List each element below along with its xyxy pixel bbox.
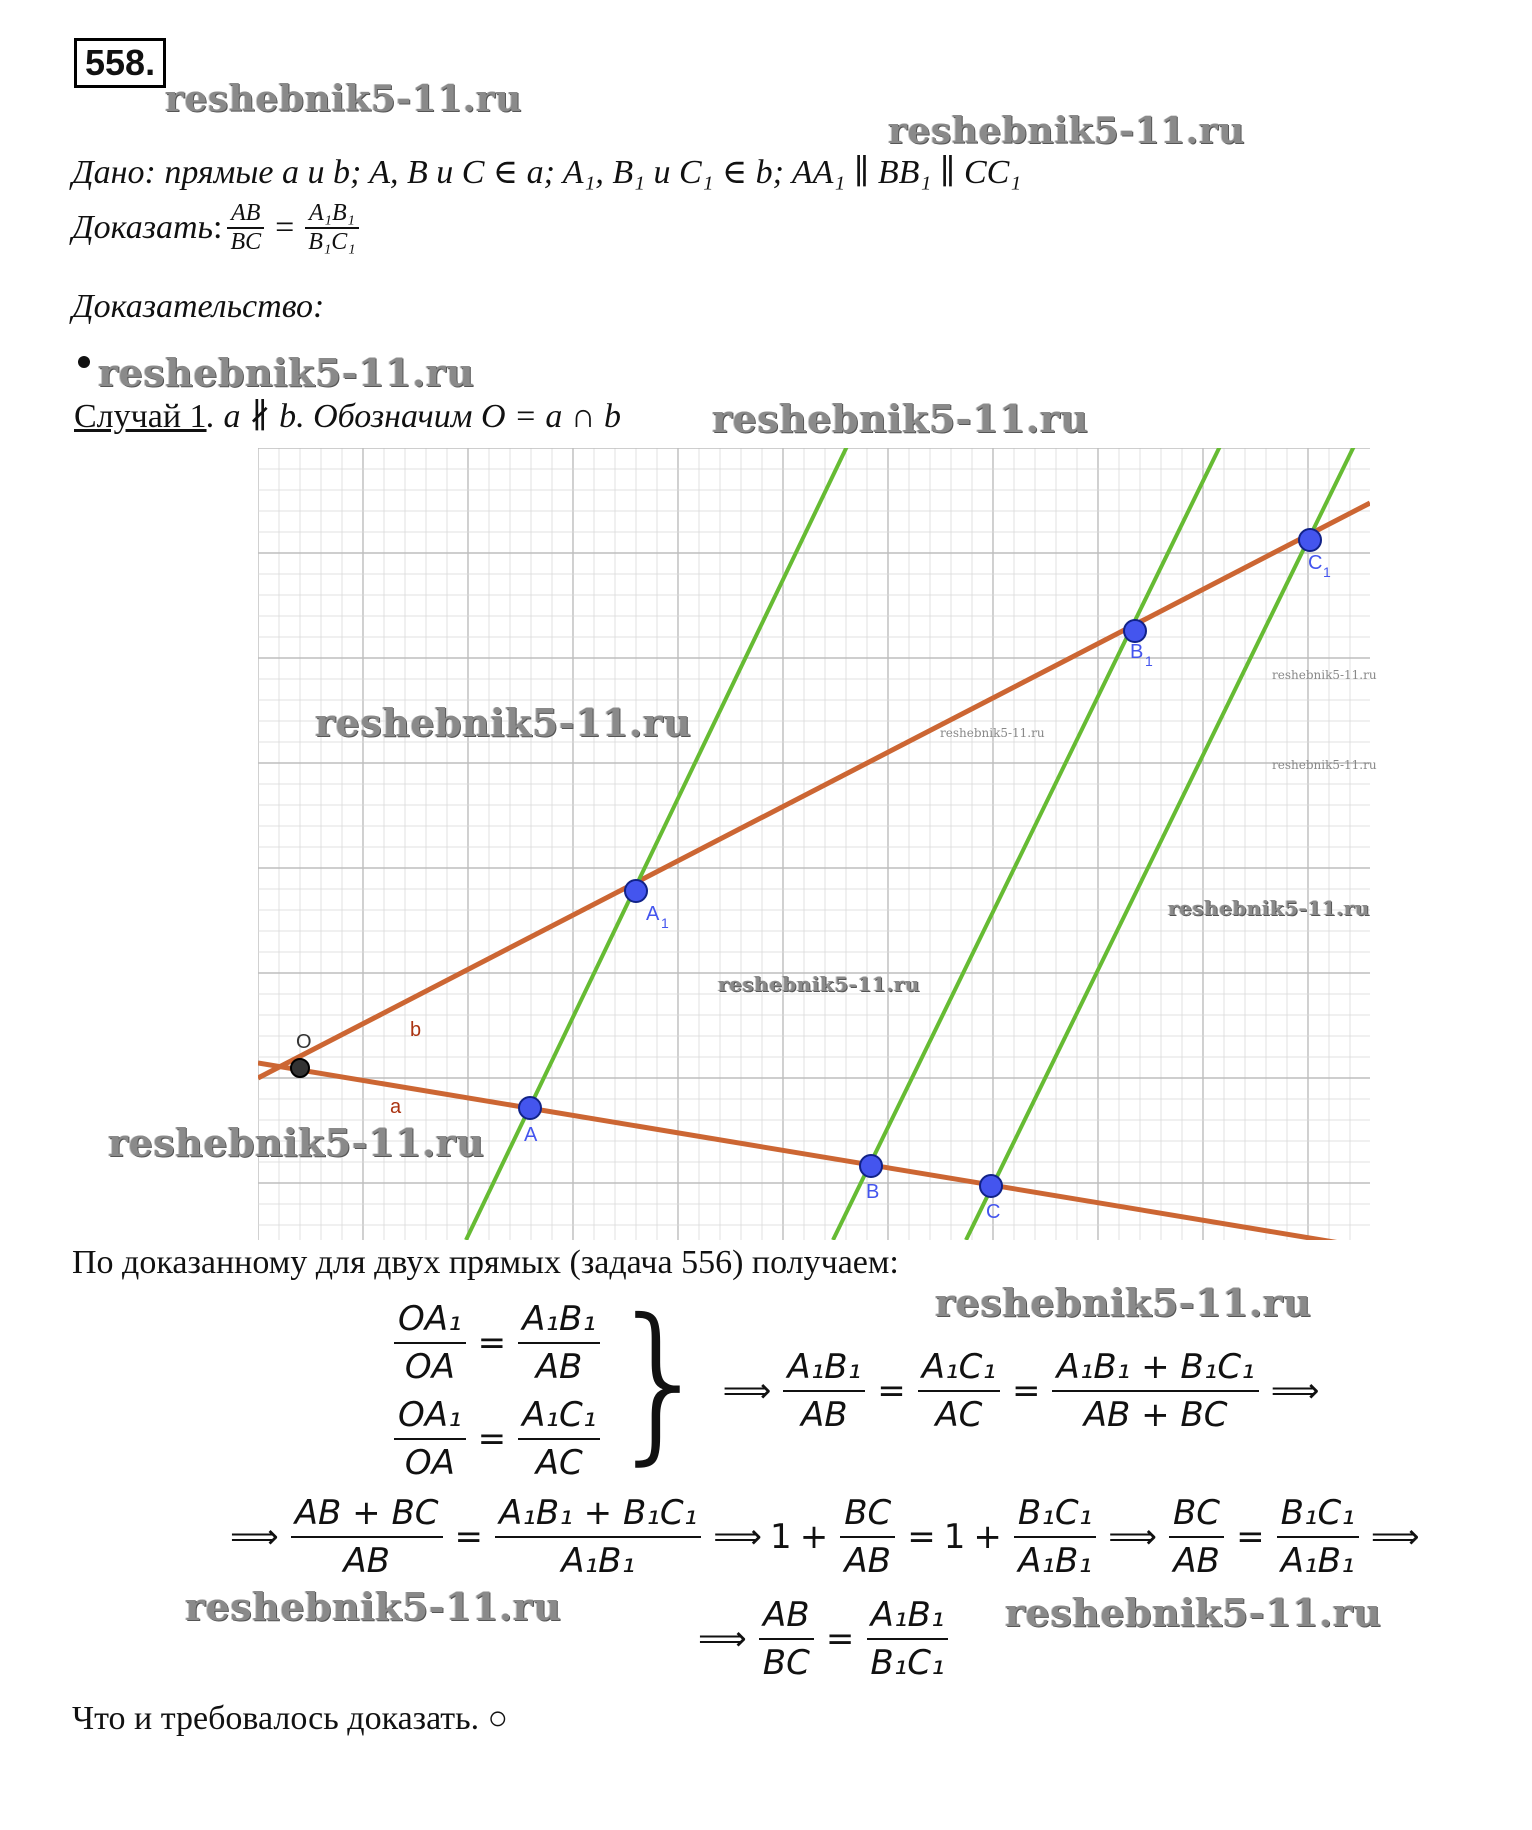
watermark: reshebnik5-11.ru (108, 1120, 485, 1165)
point-c1 (1299, 529, 1321, 551)
label-a1-sub: 1 (661, 915, 669, 931)
watermark-small: reshebnik5-11.ru (940, 726, 1045, 740)
parallel-aa1 (466, 448, 851, 1240)
watermark: reshebnik5-11.ru (888, 110, 1245, 152)
prove-label: Доказать (72, 209, 213, 246)
given-line (72, 152, 1021, 192)
given-text: : прямые a и b; A, B и C ∈ a; A₁, B₁ и C₁ ∈ b; AA₁ ∥ BB₁ ∥ CC₁ (144, 154, 1022, 191)
prove-fraction-left: $\frac{AB}{BC}$ (226, 200, 265, 256)
point-a (519, 1097, 541, 1119)
bullet (78, 356, 90, 368)
figure-points (291, 529, 1321, 1197)
label-c1-sub: 1 (1323, 564, 1331, 580)
equation-final: ⟹ $\frac{AB}{BC}$ = $\frac{\text{A₁B₁}}{\text{B₁C₁}}$ (690, 1592, 953, 1686)
watermark-small: reshebnik5-11.ru (1272, 758, 1377, 772)
case-label: Случай 1 (74, 398, 207, 435)
conclusion: Что и требовалось доказать. ○ (72, 1700, 509, 1737)
watermark: reshebnik5-11.ru (935, 1280, 1312, 1325)
point-b (860, 1155, 882, 1177)
prove-line: Доказать : $\frac{AB}{BC}$ = $\frac{\text{A₁B₁}}{\text{B₁C₁}}$ (72, 200, 364, 256)
watermark: reshebnik5-11.ru (1005, 1590, 1382, 1635)
case-line (74, 396, 621, 436)
watermark: reshebnik5-11.ru (165, 78, 522, 120)
watermark: reshebnik5-11.ru (185, 1584, 562, 1629)
prove-fraction-right: $\frac{\text{A₁B₁}}{\text{B₁C₁}}$ (304, 200, 359, 256)
case-text: . a ∦ b. Обозначим O = a ∩ b (206, 398, 621, 435)
equation-system: $\frac{\text{OA₁}}{OA}$ = $\frac{\text{A₁B₁}}{AB}$ $\frac{\text{OA₁}}{OA}$ = $\frac{\text{A₁C₁}}{AC}$ } ⟹ $\frac{\text{A₁B₁}}{AB}$ = $\frac{\text{A₁C₁}}{AC}$ = $\frac{\text{A₁B₁ + B₁C₁}}{AB + BC}$ ⟹ (390, 1296, 1327, 1486)
watermark: reshebnik5-11.ru (1168, 896, 1370, 920)
parallel-bb1 (833, 448, 1224, 1240)
system-row-2: $\frac{\text{OA₁}}{OA}$ = $\frac{\text{A₁C₁}}{AC}$ (390, 1392, 604, 1486)
proof-heading: Доказательство: (72, 288, 325, 325)
point-o (291, 1059, 309, 1077)
watermark: reshebnik5-11.ru (315, 700, 692, 745)
label-a: A (524, 1124, 538, 1146)
point-c (980, 1175, 1002, 1197)
system-rows (390, 1296, 604, 1486)
system-row-1: $\frac{\text{OA₁}}{OA}$ = $\frac{\text{A₁B₁}}{AB}$ (390, 1296, 604, 1390)
label-a1: A (646, 903, 660, 925)
watermark-small: reshebnik5-11.ru (1272, 668, 1377, 682)
watermark: reshebnik5-11.ru (98, 350, 475, 395)
right-brace: } (606, 1283, 715, 1481)
point-a1 (625, 880, 647, 902)
watermark: reshebnik5-11.ru (718, 972, 920, 996)
equation-chain: ⟹ $\frac{AB + BC}{AB}$ = $\frac{\text{A₁B₁ + B₁C₁}}{\text{A₁B₁}}$ ⟹ 1 + $\frac{BC}{AB}$ = 1 + $\frac{\text{B₁C₁}}{\text{A₁B₁}}$ ⟹ $\frac{BC}{AB}$ = $\frac{\text{B₁C₁}}{\text{A₁B₁}}$ ⟹ (222, 1490, 1428, 1584)
label-b1: B (1130, 641, 1144, 663)
label-line-a: a (390, 1096, 402, 1118)
problem-number: 558. (74, 38, 166, 88)
label-c: C (986, 1201, 1001, 1223)
given-label: Дано (72, 154, 145, 191)
watermark: reshebnik5-11.ru (712, 396, 1089, 441)
label-o: O (296, 1031, 312, 1053)
label-b1-sub: 1 (1145, 653, 1153, 669)
label-line-b: b (410, 1019, 422, 1041)
intro-text: По доказанному для двух прямых (задача 556) получаем: (72, 1244, 899, 1281)
label-b: B (866, 1181, 880, 1203)
label-c1: C (1308, 552, 1323, 574)
point-b1 (1124, 620, 1146, 642)
